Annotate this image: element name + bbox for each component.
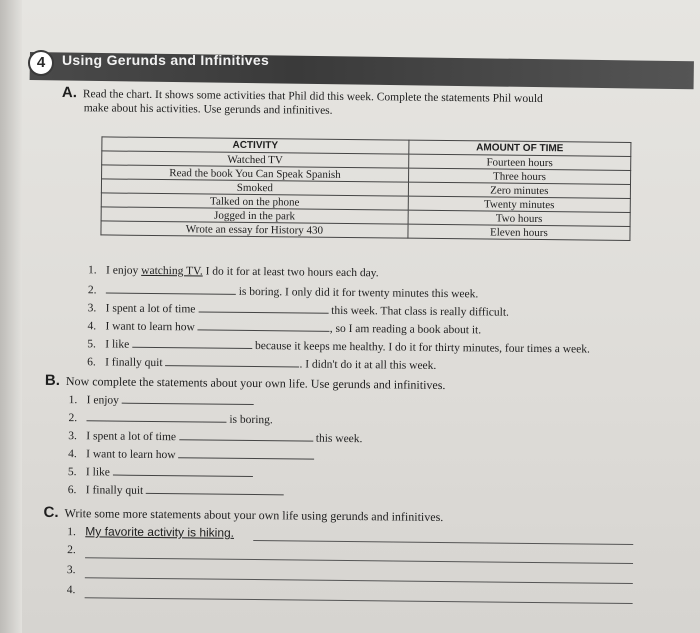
chart-cell-time: Fourteen hours xyxy=(408,154,630,170)
chart-cell-time: Zero minutes xyxy=(408,182,630,198)
page-shadow xyxy=(0,0,22,633)
chart-header-activity: ACTIVITY xyxy=(102,137,409,154)
a-item-3: 3. I spent a lot of time this week. That class is really difficult. xyxy=(87,302,510,319)
b-item-5-blank[interactable] xyxy=(113,465,253,477)
part-a-instructions xyxy=(62,86,622,121)
a-item-2: 2. is boring. I only did it for twenty minutes this week. xyxy=(87,284,479,301)
a-item-6-blank[interactable] xyxy=(165,355,299,367)
c-item-3-line[interactable] xyxy=(85,577,633,584)
c-item-3: 3. xyxy=(66,564,76,577)
b-item-1-blank[interactable] xyxy=(122,393,254,405)
a-item-4: 4. I want to learn how , so I am reading a book about it. xyxy=(87,320,482,337)
chart-cell-time: Three hours xyxy=(408,168,630,184)
chart-cell-activity: Read the book You Can Speak Spanish xyxy=(102,165,409,182)
activity-chart xyxy=(100,136,631,241)
c-item-1: 1. My favorite activity is hiking. xyxy=(67,524,235,540)
part-a-instruction-line2: make about his activities. Use gerunds and infinitives. xyxy=(83,102,333,117)
c-item-2: 2. xyxy=(67,544,76,557)
chart-cell-activity: Wrote an essay for History 430 xyxy=(101,221,408,238)
part-b-instructions: B. Now complete the statements about your own life. Use gerunds and infinitives. xyxy=(44,371,446,393)
b-item-6-blank[interactable] xyxy=(146,483,284,495)
section-number: 4 xyxy=(28,50,54,76)
b-item-3-blank[interactable] xyxy=(179,429,313,441)
c-item-4: 4. xyxy=(66,584,76,597)
chart-cell-activity: Watched TV xyxy=(102,151,409,168)
a-item-4-blank[interactable] xyxy=(198,319,330,331)
chart-cell-time: Twenty minutes xyxy=(408,196,630,212)
a-item-1: 1. I enjoy watching TV. I do it for at least two hours each day. xyxy=(88,264,379,280)
c-item-1-answer: My favorite activity is hiking. xyxy=(85,524,235,540)
chart-cell-time: Two hours xyxy=(408,210,630,226)
c-item-1-line[interactable] xyxy=(253,540,633,545)
c-item-2-line[interactable] xyxy=(85,557,633,564)
part-c-instructions: C. Write some more statements about your own life using gerunds and infinitives. xyxy=(43,503,444,525)
section-title: Using Gerunds and Infinitives xyxy=(62,52,270,68)
a-item-5: 5. I like because it keeps me healthy. I do it for thirty minutes, four times a week. xyxy=(87,338,590,356)
b-item-2: 2. is boring. xyxy=(68,412,273,427)
a-item-5-blank[interactable] xyxy=(132,337,252,349)
b-item-3: 3. I spent a lot of time this week. xyxy=(68,430,363,446)
b-item-6: 6. I finally quit xyxy=(68,482,285,498)
b-item-2-blank[interactable] xyxy=(86,410,226,422)
b-item-1: 1. I enjoy xyxy=(69,392,254,408)
a-item-6: 6. I finally quit . I didn't do it at all this week. xyxy=(87,356,437,372)
b-item-4: 4. I want to learn how xyxy=(68,446,314,463)
chart-cell-activity: Jogged in the park xyxy=(101,207,408,224)
b-item-4-blank[interactable] xyxy=(178,447,314,459)
chart-header-time: AMOUNT OF TIME xyxy=(409,140,631,156)
part-a-instruction-line1: Read the chart. It shows some activities that Phil did this week. Complete the statements Phil would xyxy=(82,88,543,106)
chart-cell-activity: Talked on the phone xyxy=(101,193,408,210)
c-item-4-line[interactable] xyxy=(85,597,633,604)
b-item-5: 5. I like xyxy=(68,464,253,480)
a-item-3-blank[interactable] xyxy=(198,301,328,313)
chart-cell-activity: Smoked xyxy=(101,179,408,196)
a-item-1-answer: watching TV. xyxy=(141,264,203,278)
part-a-letter: A. xyxy=(61,84,78,102)
a-item-2-blank[interactable] xyxy=(106,282,236,294)
chart-cell-time: Eleven hours xyxy=(408,224,630,240)
